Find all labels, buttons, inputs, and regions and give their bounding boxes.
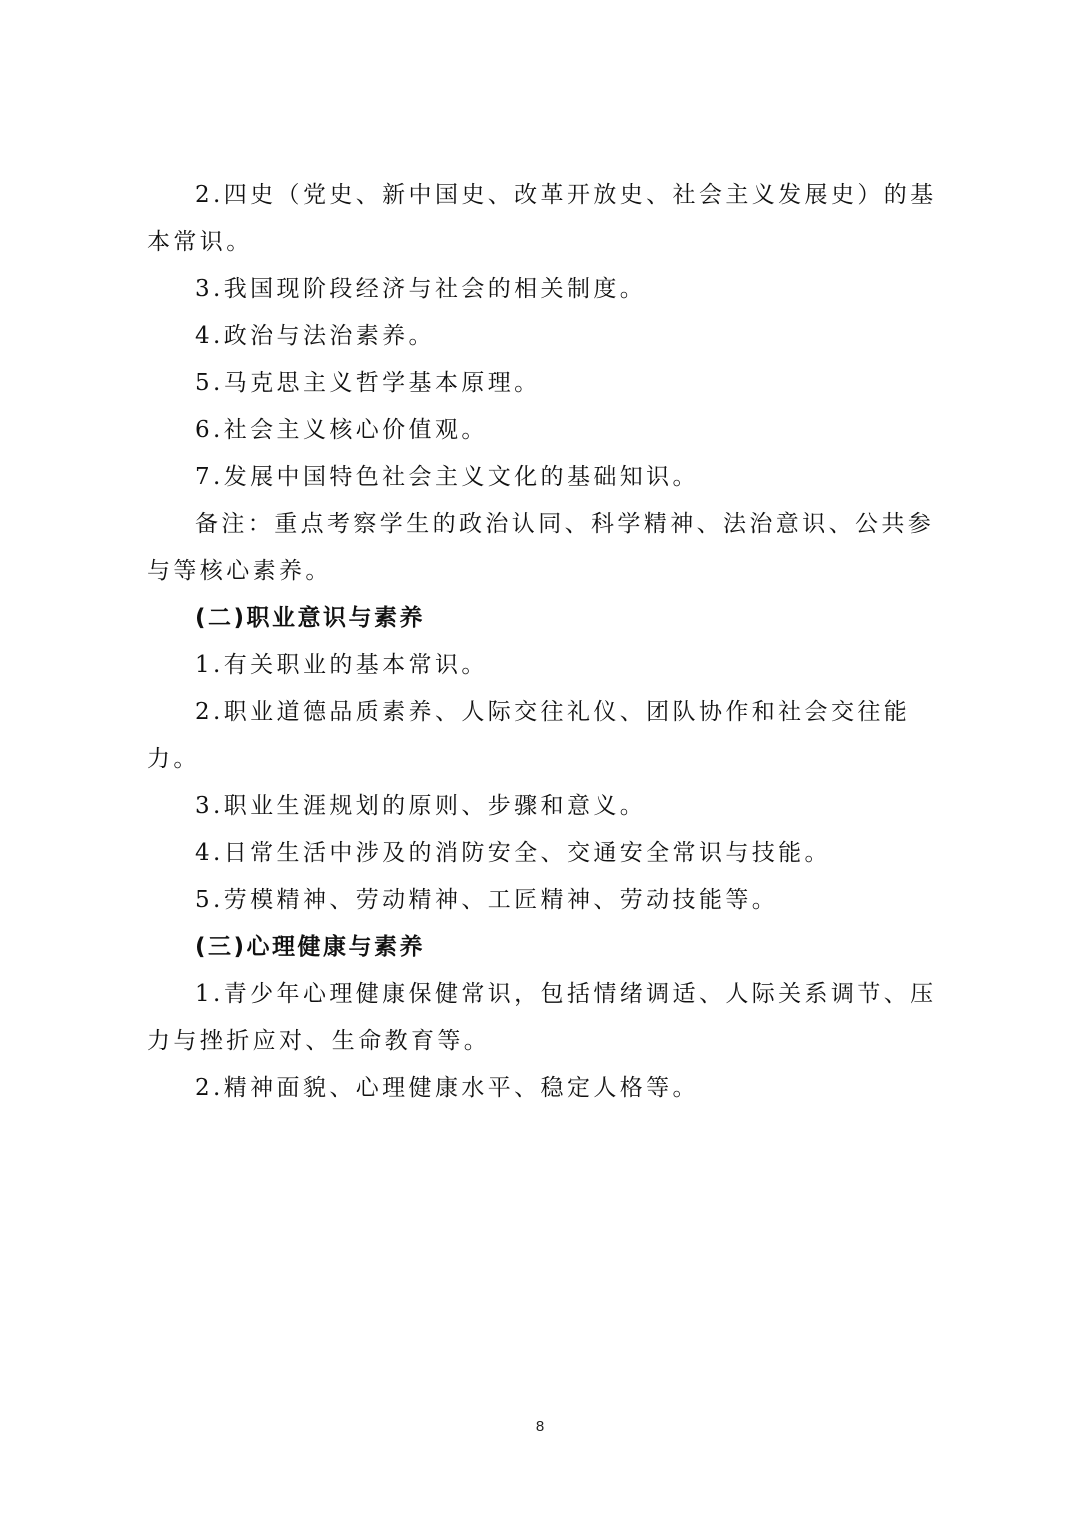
document-body — [147, 172, 947, 1112]
paragraph-politics-law: 4.政治与法治素养。 — [195, 323, 435, 349]
paragraph-core-values: 6.社会主义核心价值观。 — [195, 417, 488, 443]
paragraph-remark: 备注：重点考察学生的政治认同、科学精神、法治意识、公共参与等核心素养。 — [147, 511, 935, 584]
section-heading-career-awareness: (二)职业意识与素养 — [195, 605, 426, 631]
paragraph-safety: 4.日常生活中涉及的消防安全、交通安全常识与技能。 — [195, 840, 831, 866]
section-heading-mental-health: (三)心理健康与素养 — [195, 934, 426, 960]
page-number: 8 — [535, 1418, 545, 1435]
paragraph-mental-health-knowledge: 1.青少年心理健康保健常识，包括情绪调适、人际关系调节、压力与挫折应对、生命教育等。 — [147, 981, 937, 1054]
paragraph-marxist-philosophy: 5.马克思主义哲学基本原理。 — [195, 370, 541, 396]
paragraph-socialist-culture: 7.发展中国特色社会主义文化的基础知识。 — [195, 464, 699, 490]
paragraph-career-planning: 3.职业生涯规划的原则、步骤和意义。 — [195, 793, 647, 819]
paragraph-professional-ethics: 2.职业道德品质素养、人际交往礼仪、团队协作和社会交往能力。 — [147, 699, 911, 772]
paragraph-four-histories: 2.四史（党史、新中国史、改革开放史、社会主义发展史）的基本常识。 — [147, 182, 937, 255]
paragraph-labor-spirit: 5.劳模精神、劳动精神、工匠精神、劳动技能等。 — [195, 887, 779, 913]
paragraph-mental-state: 2.精神面貌、心理健康水平、稳定人格等。 — [195, 1075, 699, 1101]
paragraph-economic-system: 3.我国现阶段经济与社会的相关制度。 — [195, 276, 647, 302]
paragraph-career-basics: 1.有关职业的基本常识。 — [195, 652, 488, 678]
